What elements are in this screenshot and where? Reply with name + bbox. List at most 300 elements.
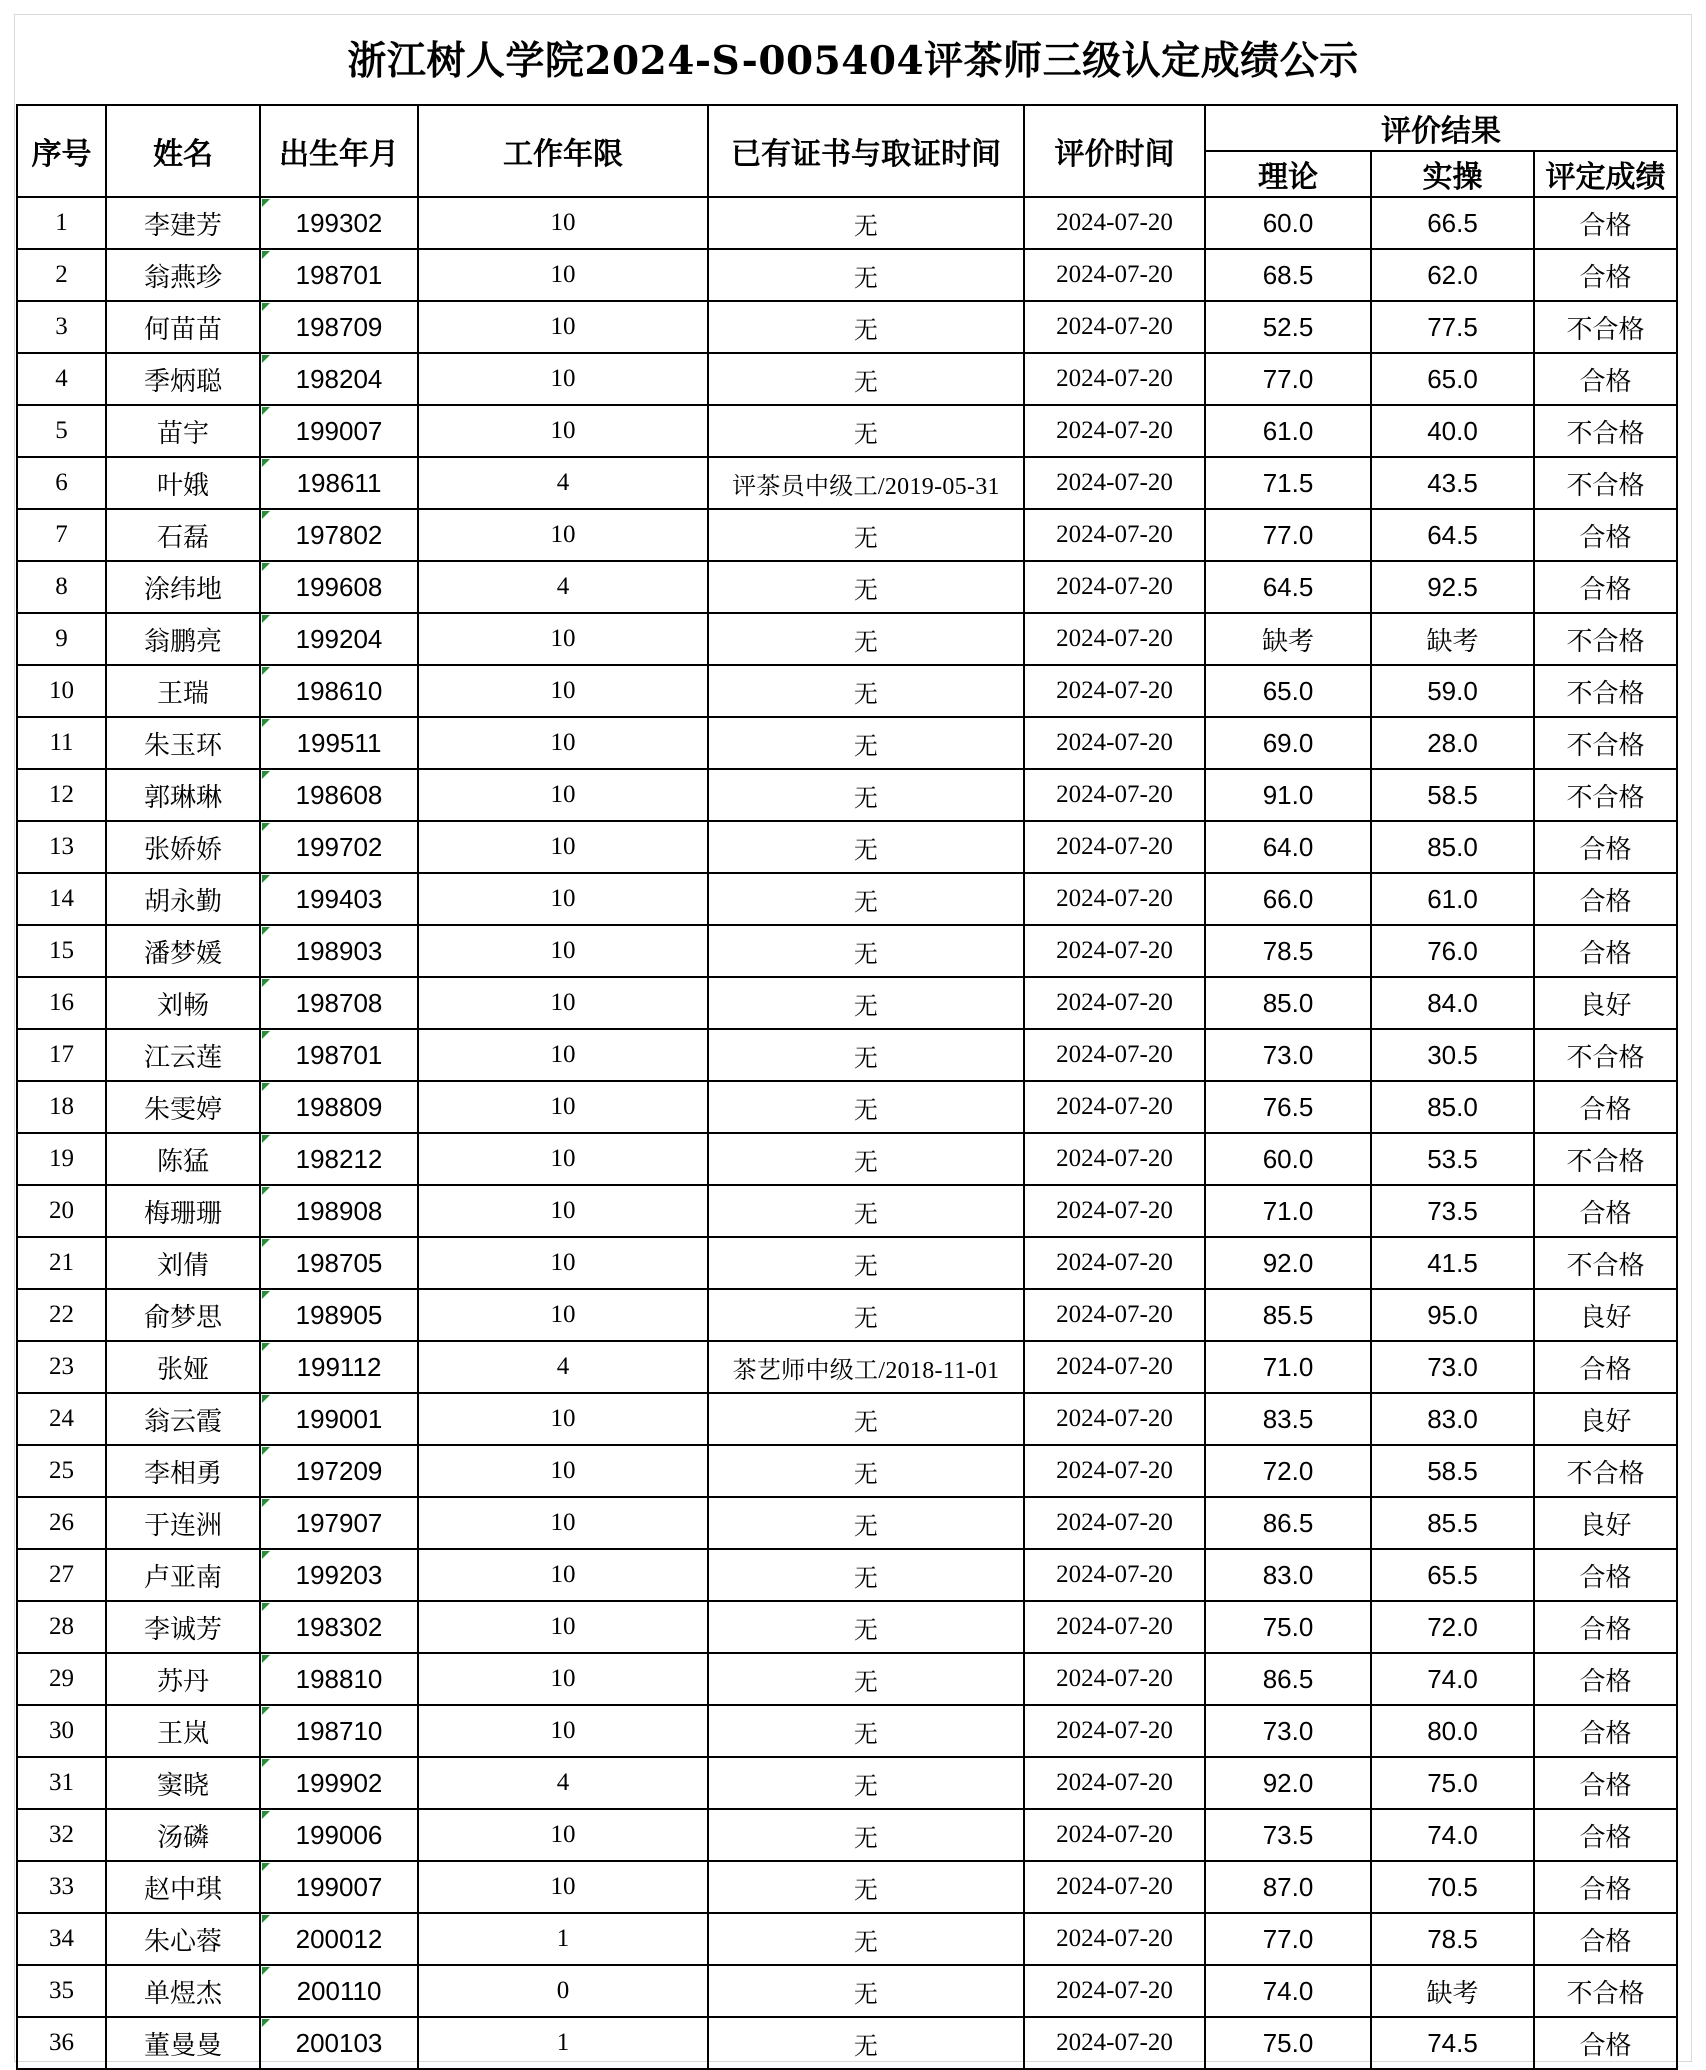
cell-practice[interactable]: 70.5 <box>1371 1861 1534 1913</box>
cell-practice[interactable]: 83.0 <box>1371 1393 1534 1445</box>
cell-grade[interactable]: 合格 <box>1534 353 1677 405</box>
cell-theory[interactable]: 73.0 <box>1205 1029 1371 1081</box>
cell-cert[interactable]: 无 <box>708 405 1024 457</box>
cell-eval-time[interactable]: 2024-07-20 <box>1024 1809 1205 1861</box>
cell-work-years[interactable]: 10 <box>418 1081 708 1133</box>
cell-practice[interactable]: 58.5 <box>1371 769 1534 821</box>
cell-work-years[interactable]: 10 <box>418 1393 708 1445</box>
cell-theory[interactable]: 91.0 <box>1205 769 1371 821</box>
cell-birth[interactable]: 199112 <box>260 1341 418 1393</box>
cell-birth[interactable]: 199007 <box>260 1861 418 1913</box>
cell-theory[interactable]: 64.0 <box>1205 821 1371 873</box>
cell-name[interactable]: 涂纬地 <box>106 561 260 613</box>
cell-practice[interactable]: 74.0 <box>1371 1809 1534 1861</box>
cell-seq[interactable]: 28 <box>17 1601 106 1653</box>
cell-eval-time[interactable]: 2024-07-20 <box>1024 873 1205 925</box>
cell-work-years[interactable]: 10 <box>418 249 708 301</box>
cell-work-years[interactable]: 10 <box>418 353 708 405</box>
cell-grade[interactable]: 合格 <box>1534 1549 1677 1601</box>
cell-cert[interactable]: 无 <box>708 1549 1024 1601</box>
cell-name[interactable]: 李相勇 <box>106 1445 260 1497</box>
cell-work-years[interactable]: 10 <box>418 1809 708 1861</box>
cell-theory[interactable]: 71.0 <box>1205 1341 1371 1393</box>
cell-cert[interactable]: 无 <box>708 1185 1024 1237</box>
cell-birth[interactable]: 198709 <box>260 301 418 353</box>
cell-name[interactable]: 卢亚南 <box>106 1549 260 1601</box>
cell-cert[interactable]: 无 <box>708 873 1024 925</box>
cell-eval-time[interactable]: 2024-07-20 <box>1024 769 1205 821</box>
cell-work-years[interactable]: 10 <box>418 197 708 249</box>
cell-theory[interactable]: 77.0 <box>1205 353 1371 405</box>
cell-work-years[interactable]: 10 <box>418 405 708 457</box>
cell-eval-time[interactable]: 2024-07-20 <box>1024 1913 1205 1965</box>
cell-eval-time[interactable]: 2024-07-20 <box>1024 457 1205 509</box>
cell-theory[interactable]: 77.0 <box>1205 509 1371 561</box>
cell-birth[interactable]: 198611 <box>260 457 418 509</box>
cell-work-years[interactable]: 10 <box>418 925 708 977</box>
cell-eval-time[interactable]: 2024-07-20 <box>1024 2017 1205 2069</box>
cell-cert[interactable]: 无 <box>708 1237 1024 1289</box>
cell-work-years[interactable]: 10 <box>418 1237 708 1289</box>
cell-cert[interactable]: 无 <box>708 301 1024 353</box>
cell-birth[interactable]: 199203 <box>260 1549 418 1601</box>
cell-work-years[interactable]: 10 <box>418 1653 708 1705</box>
cell-eval-time[interactable]: 2024-07-20 <box>1024 1601 1205 1653</box>
cell-eval-time[interactable]: 2024-07-20 <box>1024 301 1205 353</box>
cell-grade[interactable]: 不合格 <box>1534 1029 1677 1081</box>
cell-name[interactable]: 何苗苗 <box>106 301 260 353</box>
cell-name[interactable]: 刘畅 <box>106 977 260 1029</box>
cell-practice[interactable]: 75.0 <box>1371 1757 1534 1809</box>
cell-birth[interactable]: 198302 <box>260 1601 418 1653</box>
cell-birth[interactable]: 198710 <box>260 1705 418 1757</box>
cell-birth[interactable]: 198204 <box>260 353 418 405</box>
cell-birth[interactable]: 198903 <box>260 925 418 977</box>
cell-name[interactable]: 张娇娇 <box>106 821 260 873</box>
cell-work-years[interactable]: 10 <box>418 1185 708 1237</box>
cell-seq[interactable]: 10 <box>17 665 106 717</box>
cell-seq[interactable]: 16 <box>17 977 106 1029</box>
cell-grade[interactable]: 合格 <box>1534 197 1677 249</box>
cell-grade[interactable]: 不合格 <box>1534 717 1677 769</box>
cell-theory[interactable]: 76.5 <box>1205 1081 1371 1133</box>
cell-birth[interactable]: 197907 <box>260 1497 418 1549</box>
cell-birth[interactable]: 198212 <box>260 1133 418 1185</box>
cell-theory[interactable]: 52.5 <box>1205 301 1371 353</box>
cell-name[interactable]: 翁云霞 <box>106 1393 260 1445</box>
cell-seq[interactable]: 34 <box>17 1913 106 1965</box>
cell-grade[interactable]: 合格 <box>1534 1913 1677 1965</box>
cell-birth[interactable]: 199702 <box>260 821 418 873</box>
cell-seq[interactable]: 1 <box>17 197 106 249</box>
cell-theory[interactable]: 87.0 <box>1205 1861 1371 1913</box>
cell-work-years[interactable]: 10 <box>418 769 708 821</box>
cell-name[interactable]: 刘倩 <box>106 1237 260 1289</box>
cell-practice[interactable]: 58.5 <box>1371 1445 1534 1497</box>
cell-birth[interactable]: 199007 <box>260 405 418 457</box>
cell-theory[interactable]: 72.0 <box>1205 1445 1371 1497</box>
cell-eval-time[interactable]: 2024-07-20 <box>1024 1341 1205 1393</box>
cell-theory[interactable]: 60.0 <box>1205 197 1371 249</box>
cell-eval-time[interactable]: 2024-07-20 <box>1024 977 1205 1029</box>
cell-cert[interactable]: 无 <box>708 1133 1024 1185</box>
cell-birth[interactable]: 198810 <box>260 1653 418 1705</box>
cell-cert[interactable]: 无 <box>708 1757 1024 1809</box>
cell-grade[interactable]: 不合格 <box>1534 1133 1677 1185</box>
cell-work-years[interactable]: 10 <box>418 301 708 353</box>
cell-birth[interactable]: 199511 <box>260 717 418 769</box>
cell-eval-time[interactable]: 2024-07-20 <box>1024 717 1205 769</box>
cell-work-years[interactable]: 10 <box>418 1133 708 1185</box>
cell-eval-time[interactable]: 2024-07-20 <box>1024 665 1205 717</box>
cell-eval-time[interactable]: 2024-07-20 <box>1024 509 1205 561</box>
cell-theory[interactable]: 71.0 <box>1205 1185 1371 1237</box>
cell-grade[interactable]: 良好 <box>1534 977 1677 1029</box>
cell-eval-time[interactable]: 2024-07-20 <box>1024 1705 1205 1757</box>
cell-seq[interactable]: 29 <box>17 1653 106 1705</box>
cell-work-years[interactable]: 10 <box>418 1549 708 1601</box>
cell-seq[interactable]: 23 <box>17 1341 106 1393</box>
cell-cert[interactable]: 无 <box>708 1861 1024 1913</box>
cell-practice[interactable]: 92.5 <box>1371 561 1534 613</box>
cell-theory[interactable]: 86.5 <box>1205 1653 1371 1705</box>
cell-theory[interactable]: 61.0 <box>1205 405 1371 457</box>
cell-grade[interactable]: 良好 <box>1534 1497 1677 1549</box>
cell-grade[interactable]: 良好 <box>1534 1393 1677 1445</box>
cell-name[interactable]: 张娅 <box>106 1341 260 1393</box>
cell-eval-time[interactable]: 2024-07-20 <box>1024 1185 1205 1237</box>
cell-theory[interactable]: 75.0 <box>1205 1601 1371 1653</box>
cell-cert[interactable]: 评茶员中级工/2019-05-31 <box>708 457 1024 509</box>
cell-name[interactable]: 季炳聪 <box>106 353 260 405</box>
cell-work-years[interactable]: 10 <box>418 1289 708 1341</box>
cell-birth[interactable]: 199902 <box>260 1757 418 1809</box>
cell-cert[interactable]: 无 <box>708 1653 1024 1705</box>
cell-seq[interactable]: 21 <box>17 1237 106 1289</box>
cell-practice[interactable]: 85.0 <box>1371 1081 1534 1133</box>
cell-seq[interactable]: 30 <box>17 1705 106 1757</box>
cell-seq[interactable]: 5 <box>17 405 106 457</box>
cell-seq[interactable]: 24 <box>17 1393 106 1445</box>
cell-seq[interactable]: 25 <box>17 1445 106 1497</box>
cell-practice[interactable]: 65.0 <box>1371 353 1534 405</box>
cell-grade[interactable]: 合格 <box>1534 1601 1677 1653</box>
cell-cert[interactable]: 无 <box>708 1029 1024 1081</box>
cell-cert[interactable]: 无 <box>708 249 1024 301</box>
cell-practice[interactable]: 66.5 <box>1371 197 1534 249</box>
cell-work-years[interactable]: 10 <box>418 1029 708 1081</box>
cell-eval-time[interactable]: 2024-07-20 <box>1024 1757 1205 1809</box>
cell-practice[interactable]: 72.0 <box>1371 1601 1534 1653</box>
cell-birth[interactable]: 200103 <box>260 2017 418 2069</box>
cell-practice[interactable]: 缺考 <box>1371 613 1534 665</box>
cell-name[interactable]: 胡永勤 <box>106 873 260 925</box>
cell-seq[interactable]: 3 <box>17 301 106 353</box>
cell-theory[interactable]: 92.0 <box>1205 1237 1371 1289</box>
cell-cert[interactable]: 无 <box>708 1965 1024 2017</box>
cell-grade[interactable]: 合格 <box>1534 2017 1677 2069</box>
cell-eval-time[interactable]: 2024-07-20 <box>1024 1965 1205 2017</box>
cell-name[interactable]: 石磊 <box>106 509 260 561</box>
cell-grade[interactable]: 不合格 <box>1534 769 1677 821</box>
cell-eval-time[interactable]: 2024-07-20 <box>1024 821 1205 873</box>
cell-seq[interactable]: 19 <box>17 1133 106 1185</box>
cell-practice[interactable]: 65.5 <box>1371 1549 1534 1601</box>
cell-work-years[interactable]: 10 <box>418 717 708 769</box>
cell-grade[interactable]: 良好 <box>1534 1289 1677 1341</box>
cell-practice[interactable]: 78.5 <box>1371 1913 1534 1965</box>
cell-cert[interactable]: 无 <box>708 613 1024 665</box>
cell-grade[interactable]: 不合格 <box>1534 1237 1677 1289</box>
cell-eval-time[interactable]: 2024-07-20 <box>1024 353 1205 405</box>
cell-cert[interactable]: 无 <box>708 1705 1024 1757</box>
cell-theory[interactable]: 71.5 <box>1205 457 1371 509</box>
cell-name[interactable]: 窦晓 <box>106 1757 260 1809</box>
cell-seq[interactable]: 12 <box>17 769 106 821</box>
cell-work-years[interactable]: 10 <box>418 1497 708 1549</box>
cell-birth[interactable]: 198608 <box>260 769 418 821</box>
cell-practice[interactable]: 84.0 <box>1371 977 1534 1029</box>
cell-birth[interactable]: 199001 <box>260 1393 418 1445</box>
cell-seq[interactable]: 35 <box>17 1965 106 2017</box>
cell-grade[interactable]: 不合格 <box>1534 457 1677 509</box>
cell-theory[interactable]: 缺考 <box>1205 613 1371 665</box>
cell-grade[interactable]: 合格 <box>1534 925 1677 977</box>
cell-grade[interactable]: 合格 <box>1534 1185 1677 1237</box>
cell-work-years[interactable]: 10 <box>418 1601 708 1653</box>
cell-theory[interactable]: 92.0 <box>1205 1757 1371 1809</box>
cell-name[interactable]: 王岚 <box>106 1705 260 1757</box>
cell-eval-time[interactable]: 2024-07-20 <box>1024 1081 1205 1133</box>
cell-cert[interactable]: 无 <box>708 353 1024 405</box>
cell-grade[interactable]: 不合格 <box>1534 405 1677 457</box>
cell-seq[interactable]: 4 <box>17 353 106 405</box>
cell-birth[interactable]: 199006 <box>260 1809 418 1861</box>
cell-cert[interactable]: 无 <box>708 1393 1024 1445</box>
cell-theory[interactable]: 83.5 <box>1205 1393 1371 1445</box>
cell-theory[interactable]: 83.0 <box>1205 1549 1371 1601</box>
cell-theory[interactable]: 85.5 <box>1205 1289 1371 1341</box>
cell-practice[interactable]: 74.5 <box>1371 2017 1534 2069</box>
cell-seq[interactable]: 13 <box>17 821 106 873</box>
cell-grade[interactable]: 合格 <box>1534 1653 1677 1705</box>
cell-seq[interactable]: 33 <box>17 1861 106 1913</box>
cell-name[interactable]: 单煜杰 <box>106 1965 260 2017</box>
cell-theory[interactable]: 64.5 <box>1205 561 1371 613</box>
cell-grade[interactable]: 合格 <box>1534 1081 1677 1133</box>
cell-grade[interactable]: 合格 <box>1534 821 1677 873</box>
cell-name[interactable]: 朱玉环 <box>106 717 260 769</box>
cell-work-years[interactable]: 10 <box>418 613 708 665</box>
cell-theory[interactable]: 69.0 <box>1205 717 1371 769</box>
cell-seq[interactable]: 27 <box>17 1549 106 1601</box>
cell-practice[interactable]: 40.0 <box>1371 405 1534 457</box>
cell-theory[interactable]: 60.0 <box>1205 1133 1371 1185</box>
cell-practice[interactable]: 64.5 <box>1371 509 1534 561</box>
cell-cert[interactable]: 无 <box>708 1445 1024 1497</box>
cell-practice[interactable]: 61.0 <box>1371 873 1534 925</box>
cell-practice[interactable]: 73.5 <box>1371 1185 1534 1237</box>
cell-grade[interactable]: 合格 <box>1534 1757 1677 1809</box>
cell-theory[interactable]: 73.5 <box>1205 1809 1371 1861</box>
cell-practice[interactable]: 28.0 <box>1371 717 1534 769</box>
cell-birth[interactable]: 198701 <box>260 249 418 301</box>
cell-practice[interactable]: 43.5 <box>1371 457 1534 509</box>
cell-eval-time[interactable]: 2024-07-20 <box>1024 1393 1205 1445</box>
cell-birth[interactable]: 198905 <box>260 1289 418 1341</box>
cell-theory[interactable]: 86.5 <box>1205 1497 1371 1549</box>
cell-name[interactable]: 梅珊珊 <box>106 1185 260 1237</box>
cell-practice[interactable]: 62.0 <box>1371 249 1534 301</box>
cell-grade[interactable]: 合格 <box>1534 1341 1677 1393</box>
cell-work-years[interactable]: 10 <box>418 1705 708 1757</box>
cell-work-years[interactable]: 10 <box>418 821 708 873</box>
cell-birth[interactable]: 197802 <box>260 509 418 561</box>
cell-seq[interactable]: 8 <box>17 561 106 613</box>
cell-seq[interactable]: 2 <box>17 249 106 301</box>
cell-birth[interactable]: 200110 <box>260 1965 418 2017</box>
cell-eval-time[interactable]: 2024-07-20 <box>1024 405 1205 457</box>
cell-grade[interactable]: 合格 <box>1534 1861 1677 1913</box>
cell-eval-time[interactable]: 2024-07-20 <box>1024 197 1205 249</box>
cell-seq[interactable]: 36 <box>17 2017 106 2069</box>
cell-cert[interactable]: 无 <box>708 1081 1024 1133</box>
cell-practice[interactable]: 30.5 <box>1371 1029 1534 1081</box>
cell-name[interactable]: 俞梦思 <box>106 1289 260 1341</box>
cell-work-years[interactable]: 4 <box>418 1341 708 1393</box>
cell-eval-time[interactable]: 2024-07-20 <box>1024 561 1205 613</box>
cell-name[interactable]: 朱雯婷 <box>106 1081 260 1133</box>
cell-cert[interactable]: 无 <box>708 1913 1024 1965</box>
cell-birth[interactable]: 200012 <box>260 1913 418 1965</box>
cell-cert[interactable]: 无 <box>708 1809 1024 1861</box>
cell-grade[interactable]: 合格 <box>1534 509 1677 561</box>
cell-theory[interactable]: 85.0 <box>1205 977 1371 1029</box>
cell-name[interactable]: 苏丹 <box>106 1653 260 1705</box>
cell-name[interactable]: 朱心蓉 <box>106 1913 260 1965</box>
cell-work-years[interactable]: 10 <box>418 977 708 1029</box>
cell-cert[interactable]: 茶艺师中级工/2018-11-01 <box>708 1341 1024 1393</box>
cell-seq[interactable]: 31 <box>17 1757 106 1809</box>
cell-work-years[interactable]: 10 <box>418 509 708 561</box>
cell-practice[interactable]: 85.0 <box>1371 821 1534 873</box>
cell-eval-time[interactable]: 2024-07-20 <box>1024 1861 1205 1913</box>
cell-birth[interactable]: 198908 <box>260 1185 418 1237</box>
cell-work-years[interactable]: 4 <box>418 561 708 613</box>
cell-theory[interactable]: 74.0 <box>1205 1965 1371 2017</box>
cell-grade[interactable]: 合格 <box>1534 561 1677 613</box>
cell-seq[interactable]: 32 <box>17 1809 106 1861</box>
cell-practice[interactable]: 缺考 <box>1371 1965 1534 2017</box>
cell-cert[interactable]: 无 <box>708 509 1024 561</box>
cell-practice[interactable]: 53.5 <box>1371 1133 1534 1185</box>
cell-work-years[interactable]: 10 <box>418 873 708 925</box>
cell-birth[interactable]: 198705 <box>260 1237 418 1289</box>
cell-seq[interactable]: 22 <box>17 1289 106 1341</box>
cell-birth[interactable]: 197209 <box>260 1445 418 1497</box>
cell-theory[interactable]: 73.0 <box>1205 1705 1371 1757</box>
cell-name[interactable]: 翁鹏亮 <box>106 613 260 665</box>
cell-work-years[interactable]: 0 <box>418 1965 708 2017</box>
cell-name[interactable]: 郭琳琳 <box>106 769 260 821</box>
cell-name[interactable]: 翁燕珍 <box>106 249 260 301</box>
cell-practice[interactable]: 85.5 <box>1371 1497 1534 1549</box>
cell-eval-time[interactable]: 2024-07-20 <box>1024 1029 1205 1081</box>
cell-seq[interactable]: 17 <box>17 1029 106 1081</box>
cell-cert[interactable]: 无 <box>708 977 1024 1029</box>
cell-eval-time[interactable]: 2024-07-20 <box>1024 1237 1205 1289</box>
cell-work-years[interactable]: 10 <box>418 665 708 717</box>
cell-cert[interactable]: 无 <box>708 821 1024 873</box>
cell-seq[interactable]: 15 <box>17 925 106 977</box>
cell-seq[interactable]: 7 <box>17 509 106 561</box>
cell-name[interactable]: 汤磷 <box>106 1809 260 1861</box>
cell-cert[interactable]: 无 <box>708 1497 1024 1549</box>
cell-birth[interactable]: 198610 <box>260 665 418 717</box>
cell-seq[interactable]: 9 <box>17 613 106 665</box>
cell-practice[interactable]: 95.0 <box>1371 1289 1534 1341</box>
cell-theory[interactable]: 66.0 <box>1205 873 1371 925</box>
cell-work-years[interactable]: 10 <box>418 1445 708 1497</box>
cell-eval-time[interactable]: 2024-07-20 <box>1024 1549 1205 1601</box>
cell-birth[interactable]: 199204 <box>260 613 418 665</box>
cell-cert[interactable]: 无 <box>708 1601 1024 1653</box>
cell-seq[interactable]: 14 <box>17 873 106 925</box>
cell-practice[interactable]: 80.0 <box>1371 1705 1534 1757</box>
cell-grade[interactable]: 不合格 <box>1534 665 1677 717</box>
cell-practice[interactable]: 77.5 <box>1371 301 1534 353</box>
cell-eval-time[interactable]: 2024-07-20 <box>1024 249 1205 301</box>
cell-seq[interactable]: 6 <box>17 457 106 509</box>
cell-eval-time[interactable]: 2024-07-20 <box>1024 1445 1205 1497</box>
cell-eval-time[interactable]: 2024-07-20 <box>1024 613 1205 665</box>
cell-cert[interactable]: 无 <box>708 717 1024 769</box>
cell-work-years[interactable]: 4 <box>418 457 708 509</box>
cell-seq[interactable]: 26 <box>17 1497 106 1549</box>
cell-theory[interactable]: 78.5 <box>1205 925 1371 977</box>
cell-cert[interactable]: 无 <box>708 2017 1024 2069</box>
cell-cert[interactable]: 无 <box>708 665 1024 717</box>
cell-grade[interactable]: 合格 <box>1534 1705 1677 1757</box>
cell-practice[interactable]: 73.0 <box>1371 1341 1534 1393</box>
cell-grade[interactable]: 合格 <box>1534 1809 1677 1861</box>
cell-birth[interactable]: 199302 <box>260 197 418 249</box>
cell-work-years[interactable]: 1 <box>418 1913 708 1965</box>
cell-grade[interactable]: 合格 <box>1534 873 1677 925</box>
cell-cert[interactable]: 无 <box>708 769 1024 821</box>
cell-practice[interactable]: 74.0 <box>1371 1653 1534 1705</box>
cell-theory[interactable]: 75.0 <box>1205 2017 1371 2069</box>
cell-birth[interactable]: 199403 <box>260 873 418 925</box>
cell-practice[interactable]: 59.0 <box>1371 665 1534 717</box>
cell-birth[interactable]: 199608 <box>260 561 418 613</box>
cell-seq[interactable]: 18 <box>17 1081 106 1133</box>
cell-practice[interactable]: 76.0 <box>1371 925 1534 977</box>
cell-cert[interactable]: 无 <box>708 1289 1024 1341</box>
cell-name[interactable]: 叶娥 <box>106 457 260 509</box>
cell-eval-time[interactable]: 2024-07-20 <box>1024 1289 1205 1341</box>
cell-work-years[interactable]: 1 <box>418 2017 708 2069</box>
cell-birth[interactable]: 198708 <box>260 977 418 1029</box>
cell-name[interactable]: 李诚芳 <box>106 1601 260 1653</box>
cell-eval-time[interactable]: 2024-07-20 <box>1024 1653 1205 1705</box>
cell-eval-time[interactable]: 2024-07-20 <box>1024 1133 1205 1185</box>
cell-name[interactable]: 于连洲 <box>106 1497 260 1549</box>
cell-practice[interactable]: 41.5 <box>1371 1237 1534 1289</box>
cell-theory[interactable]: 68.5 <box>1205 249 1371 301</box>
cell-theory[interactable]: 77.0 <box>1205 1913 1371 1965</box>
cell-grade[interactable]: 不合格 <box>1534 301 1677 353</box>
